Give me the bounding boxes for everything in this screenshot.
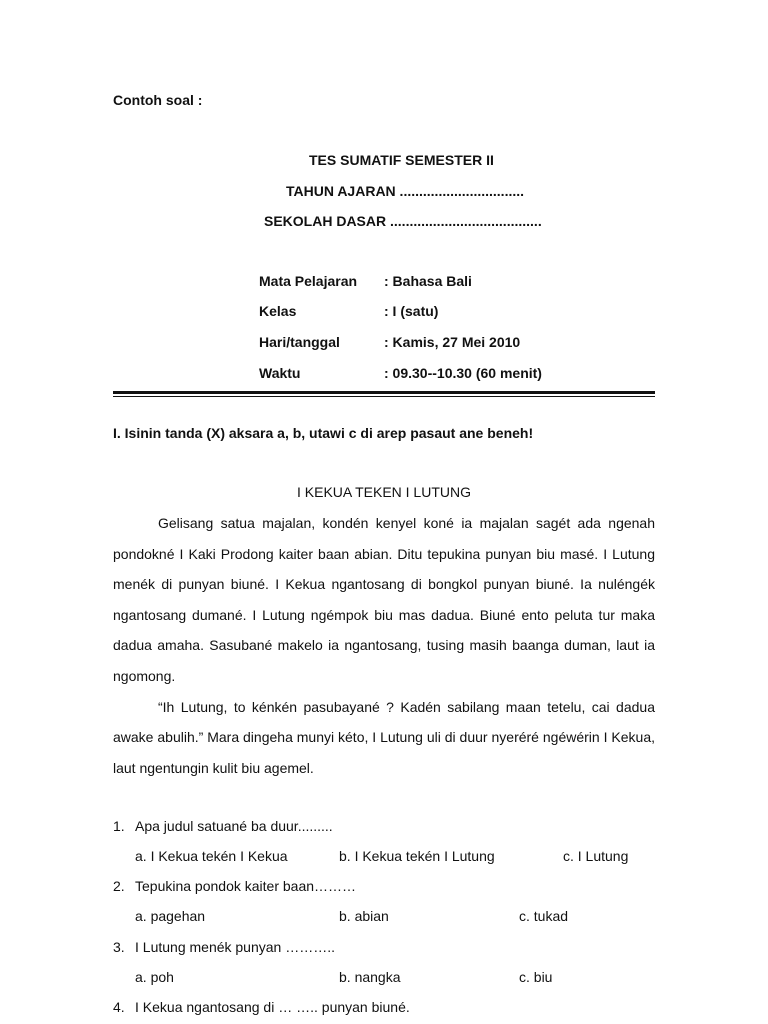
question-text: Apa judul satuané ba duur......... (135, 818, 333, 834)
school-year: TAHUN AJARAN ................................ (286, 183, 525, 199)
option-c: c. biu (519, 969, 553, 985)
info-label-date: Hari/tanggal (259, 334, 340, 350)
question-number: 1. (113, 818, 125, 834)
option-b: b. abian (339, 908, 389, 924)
info-value-subject: : Bahasa Bali (384, 273, 472, 289)
option-a: a. pagehan (135, 908, 206, 924)
info-label-time: Waktu (259, 365, 301, 381)
exam-title: TES SUMATIF SEMESTER II (309, 152, 494, 168)
question-text: Tepukina pondok kaiter baan……… (135, 878, 357, 894)
question-number: 4. (113, 999, 125, 1015)
question-number: 3. (113, 939, 125, 955)
info-value-class: : I (satu) (384, 303, 439, 319)
option-a: a. I Kekua tekén I Kekua (135, 848, 288, 864)
section-instruction: I. Isinin tanda (X) aksara a, b, utawi c di arep pasaut ane beneh! (113, 425, 534, 441)
info-value-time: : 09.30--10.30 (60 menit) (384, 365, 542, 381)
story-paragraph: “Ih Lutung, to kénkén pasubayané ? Kadén sabilang maan tetelu, cai dadua awake abulih.” Mara dingeha munyi kéto, I Lutung uli di duur nyeréré ngéwérin I Kekua, laut ngentungin kulit biu agemel. (113, 698, 655, 776)
story-text (113, 508, 655, 783)
question-text: I Lutung menék punyan ……….. (135, 939, 335, 955)
option-a: a. poh (135, 969, 174, 985)
question-text: I Kekua ngantosang di … ….. punyan biuné. (135, 999, 410, 1015)
header-divider-thin (113, 396, 655, 397)
story-paragraph: Gelisang satua majalan, kondén kenyel koné ia majalan sagét ada ngenah pondokné I Kaki Prodong kaiter baan abian. Ditu tepukina punyan biu masé. I Lutung menék di punyan biuné. I Kekua ngantosang di bongkol punyan biuné. Ia nuléngék ngantosang dumané. I Lutung ngémpok biu mas dadua. Biuné ento peluta tur maka dadua amaha. Sasubané makelo ia ngantosang, tusing masih baanga duman, laut ia ngomong. (113, 515, 655, 684)
header-divider-thick (113, 391, 655, 394)
option-b: b. I Kekua tekén I Lutung (339, 848, 495, 864)
option-b: b. nangka (339, 969, 401, 985)
school-name: SEKOLAH DASAR ....................................... (264, 213, 542, 229)
intro-label: Contoh soal : (113, 92, 203, 108)
info-value-date: : Kamis, 27 Mei 2010 (384, 334, 521, 350)
info-label-class: Kelas (259, 303, 297, 319)
question-number: 2. (113, 878, 125, 894)
info-label-subject: Mata Pelajaran (259, 273, 358, 289)
option-c: c. I Lutung (563, 848, 629, 864)
story-title: I KEKUA TEKEN I LUTUNG (296, 484, 471, 500)
option-c: c. tukad (519, 908, 569, 924)
